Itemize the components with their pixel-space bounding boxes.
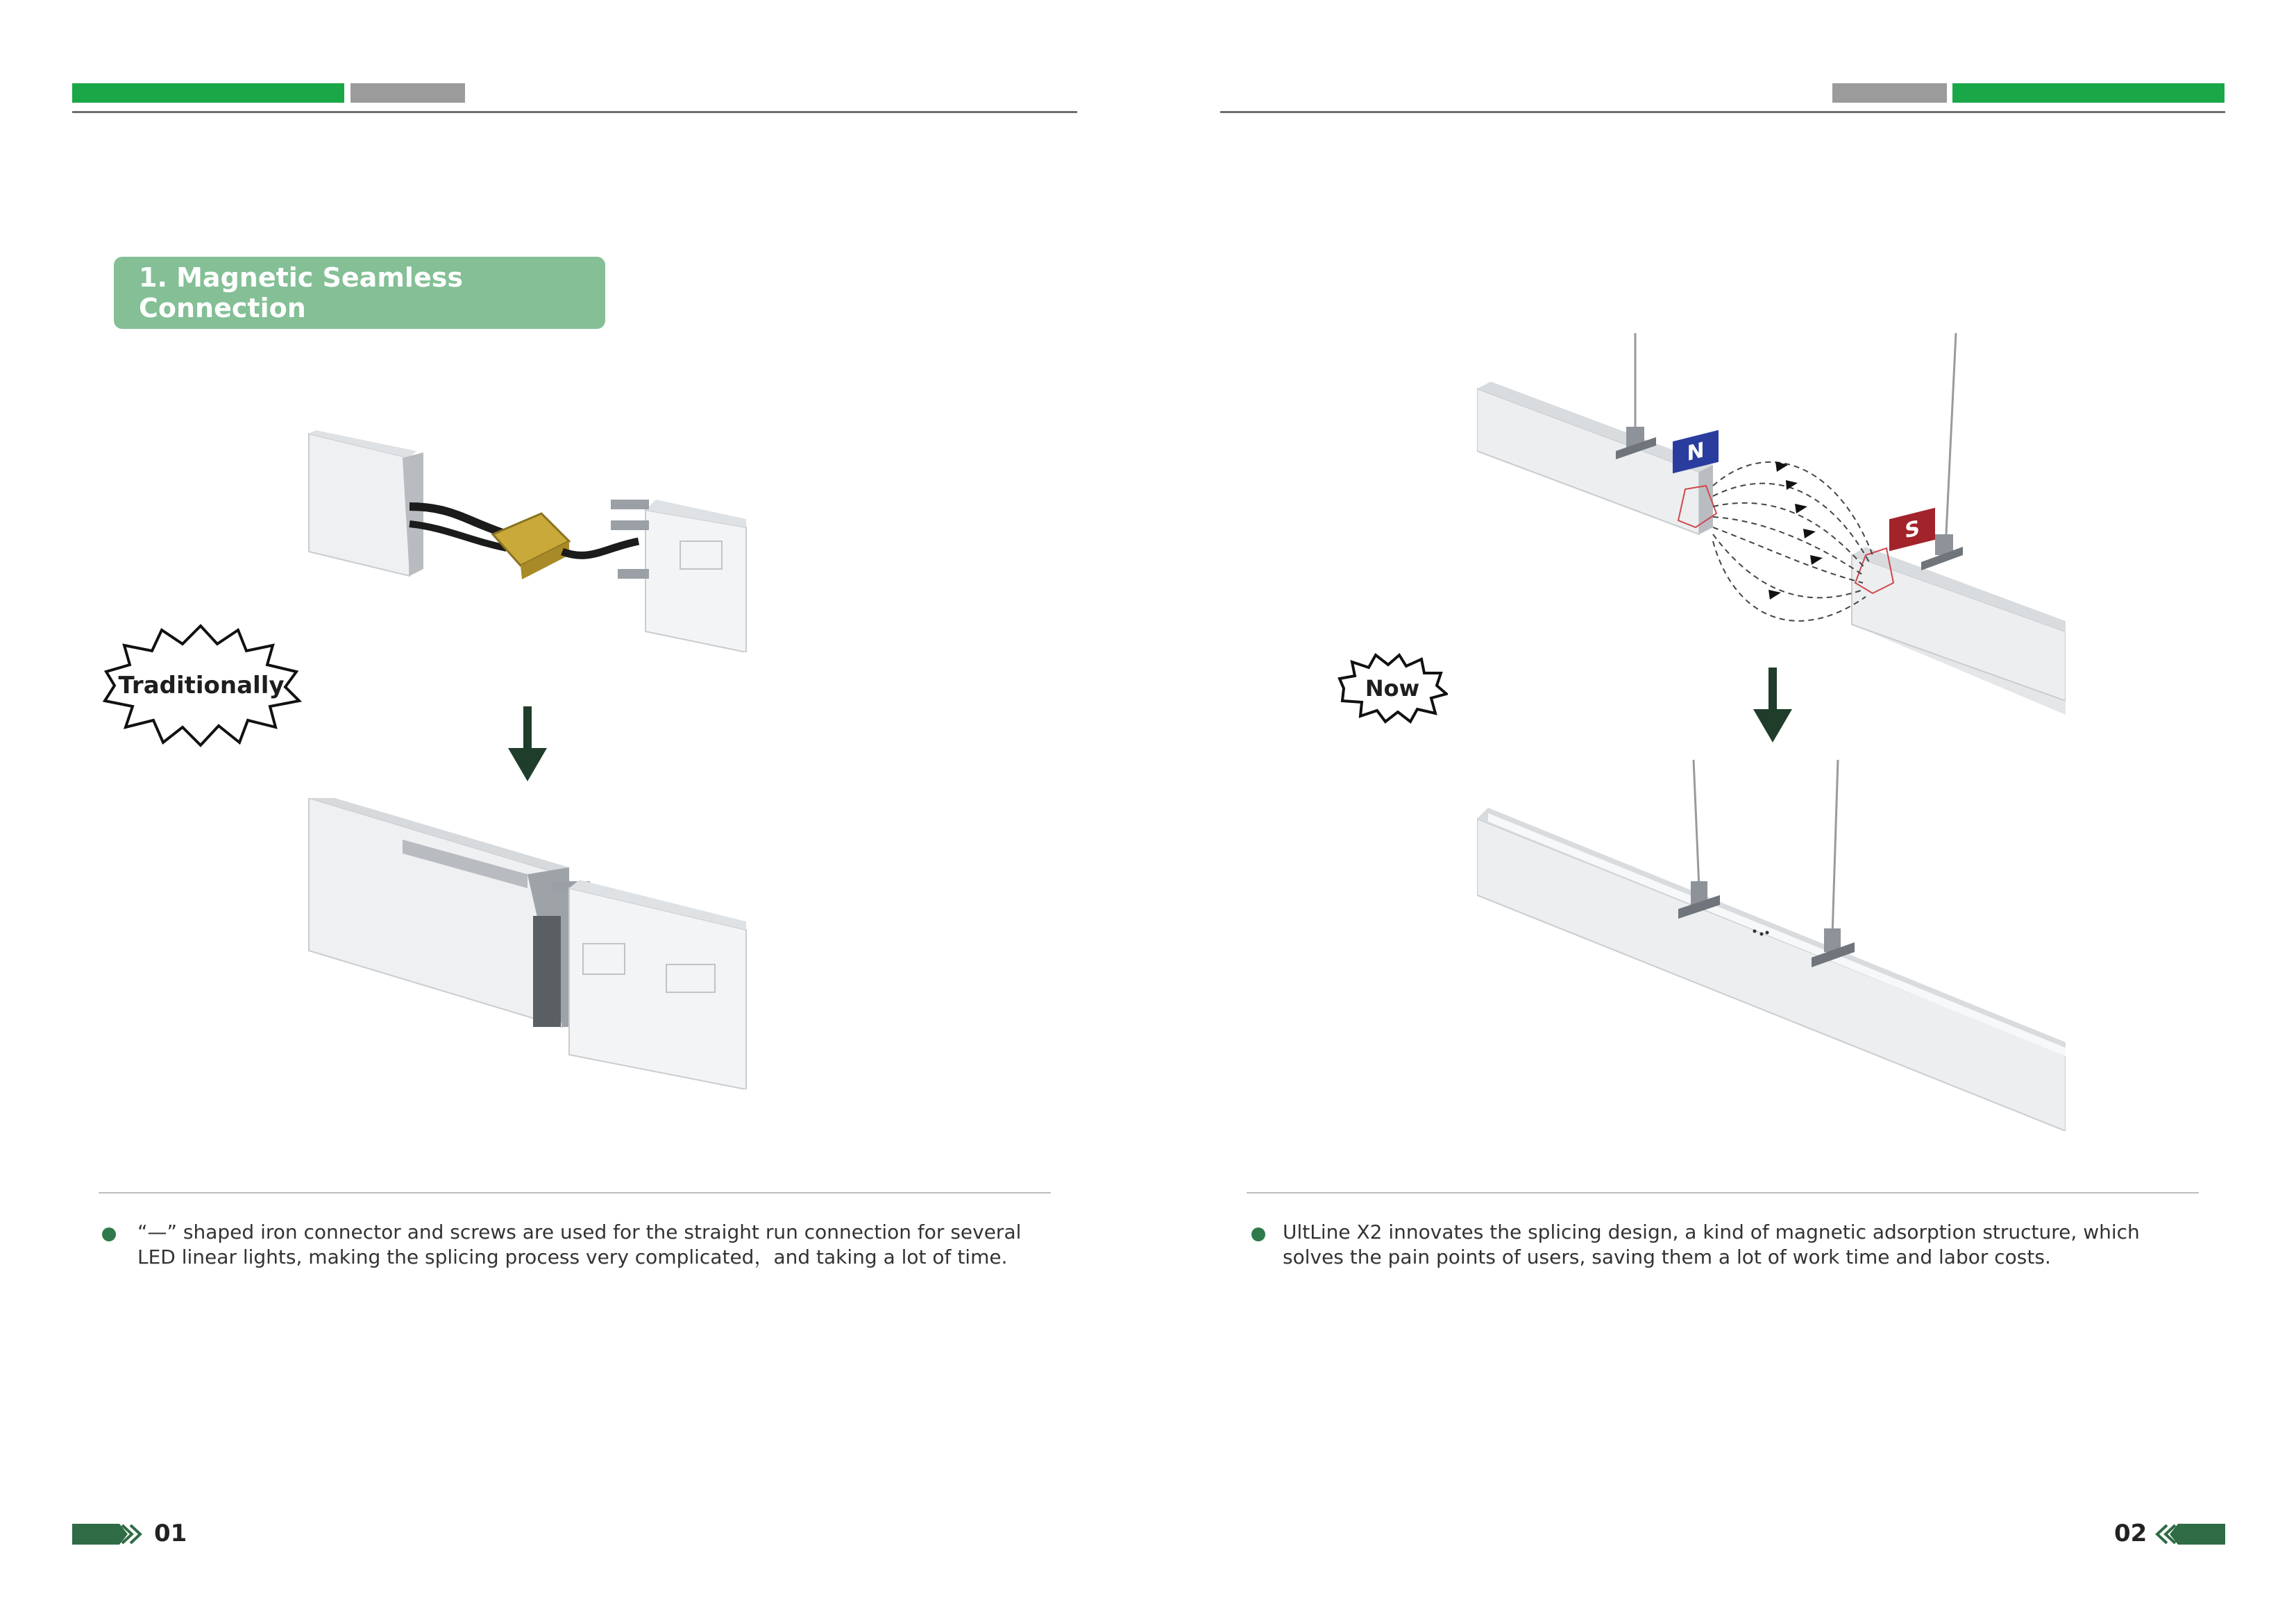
left-caption-text: “—” shaped iron connector and screws are used for the straight run connection for several LED linear lights, making the splicing process very complicated，and taking a lot of time. bbox=[137, 1221, 1022, 1268]
section-title: 1. Magnetic Seamless Connection bbox=[114, 257, 605, 329]
now-label: Now bbox=[1365, 675, 1420, 702]
traditional-connection-photo-top bbox=[305, 430, 750, 652]
down-arrow-icon-right bbox=[1753, 668, 1792, 742]
now-burst bbox=[1337, 652, 1448, 724]
right-caption-rule bbox=[1247, 1192, 2199, 1193]
traditionally-label: Traditionally bbox=[118, 672, 285, 699]
right-header-rule bbox=[1220, 111, 2225, 113]
traditional-connection-photo-bottom bbox=[305, 798, 750, 1089]
right-caption-text: UltLine X2 innovates the splicing design, a kind of magnetic adsorption structure, which solves the pain points of users, saving them a lot of work time and labor costs. bbox=[1283, 1221, 2140, 1268]
down-arrow-icon-left bbox=[508, 706, 547, 781]
magnet-north-label: N bbox=[1687, 437, 1705, 466]
left-header-gray-bar bbox=[351, 83, 465, 103]
magnetic-connection-illustration-top bbox=[1477, 326, 2066, 715]
right-header-green-bar bbox=[1952, 83, 2225, 103]
right-page-number: 02 bbox=[2114, 1520, 2147, 1547]
left-header-green-bar bbox=[72, 83, 344, 103]
left-footer-arrow-icon bbox=[72, 1524, 144, 1545]
left-header-rule bbox=[72, 111, 1077, 113]
right-caption-bullet bbox=[1251, 1227, 1265, 1241]
left-caption-bullet bbox=[102, 1227, 116, 1241]
left-caption-rule bbox=[99, 1192, 1051, 1193]
magnetic-connection-illustration-bottom bbox=[1477, 756, 2066, 1131]
magnet-south-label: S bbox=[1905, 515, 1920, 544]
right-header-gray-bar bbox=[1832, 83, 1947, 103]
traditionally-burst bbox=[101, 623, 302, 748]
left-page-number: 01 bbox=[154, 1520, 187, 1547]
right-footer-arrow-icon bbox=[2153, 1524, 2225, 1545]
